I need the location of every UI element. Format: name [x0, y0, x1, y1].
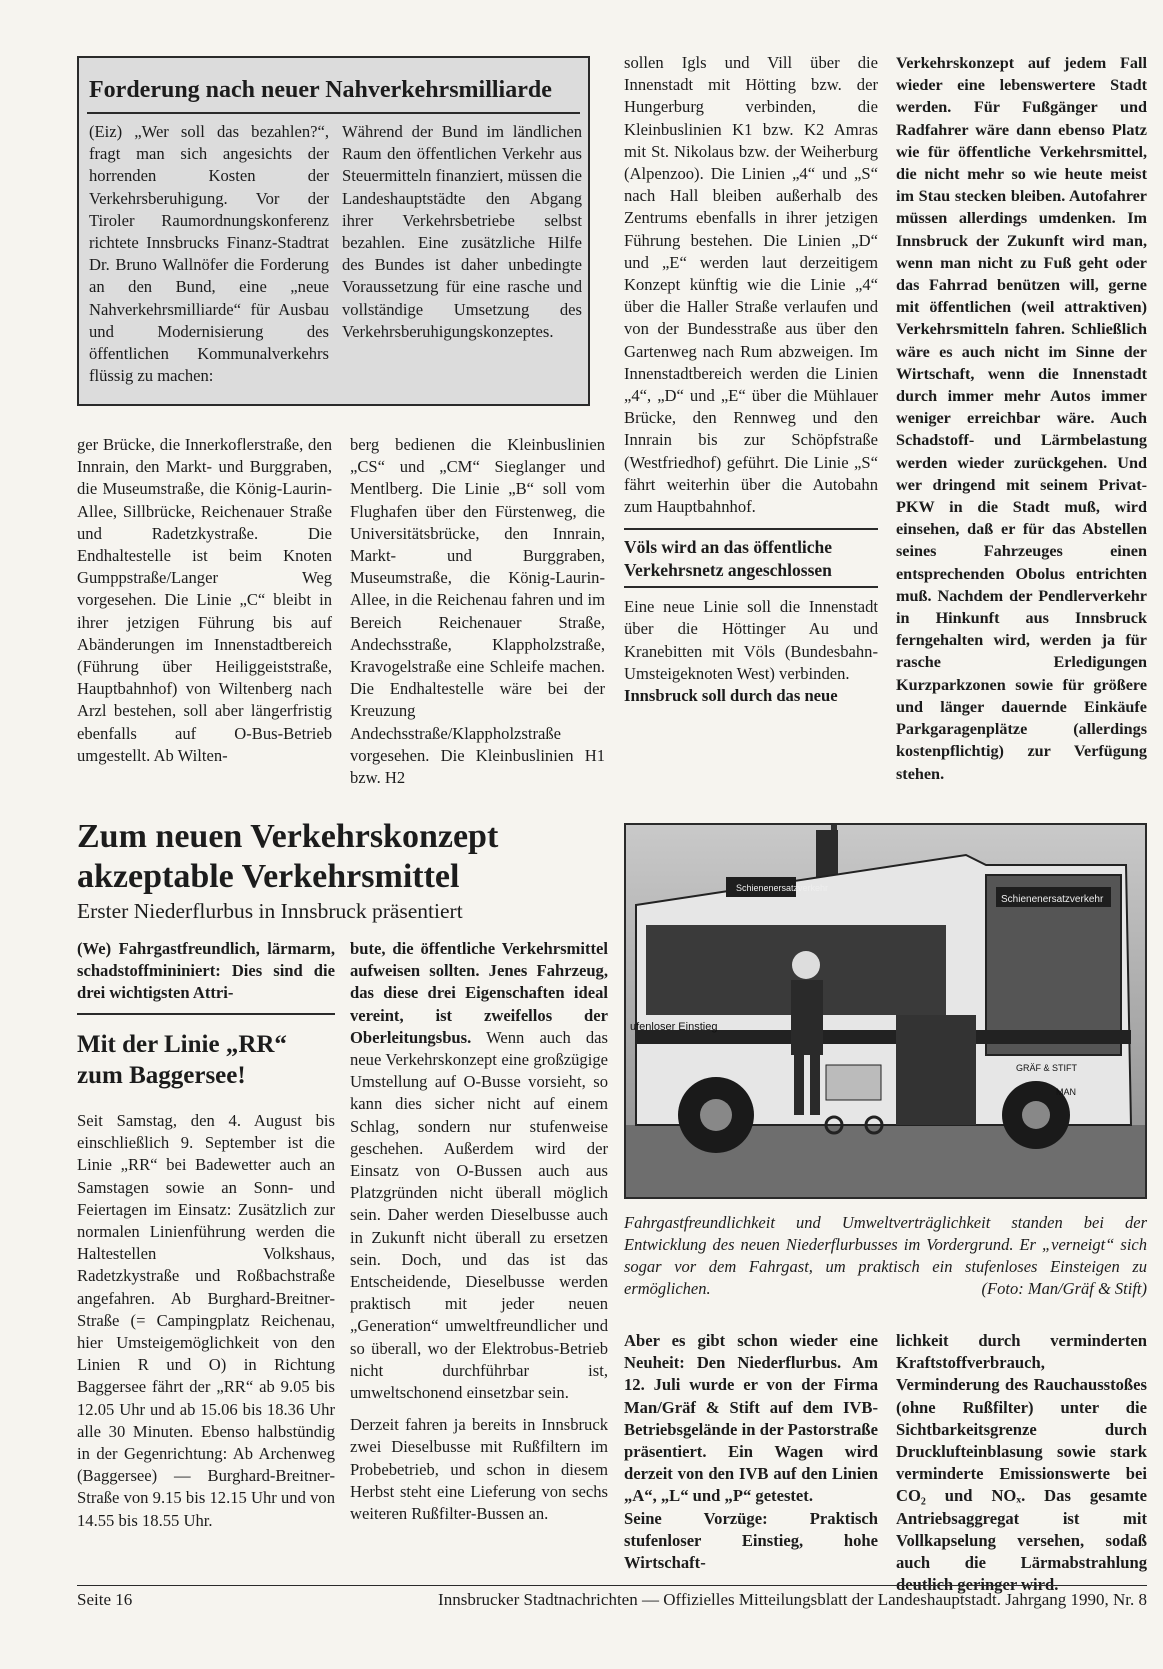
col3-paragraph-2: Seine Vorzüge: Praktisch stufenloser Einstieg, hohe Wirtschaft-: [624, 1508, 878, 1573]
bus-illustration: [626, 825, 1145, 1197]
top-col2-text: berg bedienen die Kleinbuslinien „CS“ und „CM“ Sieglanger und Mentlberg. Die Linie „B“ soll vom Flughafen über den Fürstenweg, die Universitätsbrücke, den Innrain, Markt- und Burggraben, Museumstraße, die König-Laurin-Allee, in die Reichenau fahren und im Bereich Reichenauer Straße, Andechsstraße, Klappholzstraße, Kravogelstraße eine Schleife machen. Die Endhaltestelle wäre bei der Kreuzung Andechsstraße/Klappholzstraße vorgesehen. Die Kleinbuslinien H1 bzw. H2: [350, 435, 605, 788]
bus-sign-front: Schienenersatzverkehr: [1001, 894, 1104, 905]
sidebar-headline: Mit der Linie „RR“ zum Baggersee!: [77, 1031, 287, 1089]
box-title: Forderung nach neuer Nahverkehrsmilliarde: [89, 77, 552, 103]
sidebar-rule: [77, 1013, 335, 1015]
top-col3-bold-lead: Innsbruck soll durch das neue: [624, 686, 838, 706]
subhead-rule-top: [624, 528, 878, 530]
box-column-1: [89, 121, 329, 387]
caption-text: Fahrgastfreundlichkeit und Umweltverträglichkeit standen bei der Entwicklung des neuen Niederflurbusses im Vordergrund. Er „verneigt“ sich sogar vor dem Fahrgast, um praktisch ein stufenloses Einsteigen zu ermöglichen.: [624, 1213, 1147, 1298]
col4-text: lichkeit durch verminderten Kraftstoffverbrauch, Verminderung des Rauchausstoßes (ohne Rußfilter) unter die Sichtbarkeitsgrenze durch Drucklufteinblasung sowie stark verminderte Emissionswerte bei CO₂ und NOₓ. Das gesamte Antriebsaggregat ist mit Vollkapselung versehen, sodaß auch die Lärmabstrahlung deutlich geringer wird.: [896, 1331, 1147, 1595]
page-footer: [77, 1585, 1147, 1611]
bus-door-text: ufenloser Einstieg: [630, 1021, 718, 1033]
bus-sign-side: Schienenersatzverkehr: [736, 883, 829, 893]
page-number: Seite 16: [77, 1590, 133, 1609]
top-col3-paragraph-2: Eine neue Linie soll die Innenstadt über die Höttinger Au und Kranebitten mit Völs (Bundesbahn-Umsteigeknoten West) verbinden.: [624, 597, 878, 683]
col3-text: Aber es gibt schon wieder eine Neuheit: Den Niederflurbus. Am 12. Juli wurde er von der Firma Man/Gräf & Stift auf dem IVB-Betriebsgelände in der Pastorstraße präsentiert. Ein Wagen wird derzeit von den IVB auf den Linien „A“, „L“ und „P“ getestet.: [624, 1331, 878, 1506]
publication-info: Innsbrucker Stadtnachrichten — Offizielles Mitteilungsblatt der Landeshauptstadt. Jahrgang 1990, Nr. 8: [438, 1590, 1147, 1609]
top-column-3: [624, 52, 878, 707]
top-column-4: [896, 52, 1147, 785]
bus-brand-text: GRÄF & STIFT: [1016, 1063, 1078, 1073]
photo-credit: (Foto: Man/Gräf & Stift): [981, 1279, 1147, 1298]
lead-text: (We) Fahrgastfreundlich, lärmarm, schadstoffmininiert: Dies sind die drei wichtigsten Attri-: [77, 939, 335, 1003]
bus-photo: [624, 823, 1147, 1199]
headline-line-1: Zum neuen Verkehrskonzept: [77, 818, 499, 855]
sidebar-text: Seit Samstag, den 4. August bis einschließlich 9. September ist die Linie „RR“ bei Badewetter auch an Samstagen sowie an Sonn- und Feiertagen im Einsatz: Zusätzlich zur normalen Linienführung werden die Haltestellen Volkshaus, Radetzkystraße und Roßbachstraße angefahren. Ab Burghard-Breitner-Straße (= Campingplatz Reichenau, hier Umsteigemöglichkeit von den Linien R und O) in Richtung Baggersee fährt der „RR“ ab 9.05 bis 12.05 Uhr und ab 15.06 bis 18.36 Uhr alle 30 Minuten. Ebenso halbstündig in der Gegenrichtung: Ab Archenweg (Baggersee) — Burghard-Breitner-Straße von 9.15 bis 12.15 Uhr und von 14.55 bis 18.55 Uhr.: [77, 1111, 335, 1530]
col2-text: Wenn auch das neue Verkehrskonzept eine großzügige Umstellung auf O-Busse vorsieht, so kann dies sicher nicht auf einem Schlag, sondern nur stufenweise geschehen. Außerdem wird der Einsatz von O-Bussen auch aus Platzgründen nicht überall möglich sein. Daher werden Dieselbusse auch in Zukunft nicht überall zu ersetzen sein. Doch, und das ist das Entscheidende, Dieselbusse werden praktisch mit jeder neuen „Generation“ umweltfreundlicher und so überall, wo der Elektrobus-Betrieb nicht durchführbar ist, umweltschonend einsetzbar sein.: [350, 1027, 608, 1403]
bus-make-text: MAN: [1056, 1087, 1076, 1097]
section-subhead: Völs wird an das öffentliche Verkehrsnetz angeschlossen: [624, 537, 833, 581]
subhead-rule-bottom: [624, 586, 878, 588]
box-divider: [87, 112, 580, 114]
article-column-3: [624, 1330, 878, 1574]
col2-paragraph-2: Derzeit fahren ja bereits in Innsbruck zwei Dieselbusse mit Rußfiltern im Probebetrieb, und schon in diesem Herbst steht eine Lieferung von sechs weiteren Rußfilter-Bussen an.: [350, 1415, 608, 1524]
top-col4-text: Verkehrskonzept auf jedem Fall wieder eine lebenswertere Stadt werden. Für Fußgänger und Radfahrer wäre dann ebenso Platz wie für öffentliche Verkehrsmittel, die nicht mehr so wie heute meist im Stau stecken bleiben. Autofahrer müssen allerdings umdenken. Im Innsbruck der Zukunft wird man, wenn man nicht zu Fuß geht oder das Fahrrad benützen will, gerne mit öffentlichen (weil attraktiven) Verkehrsmitteln fahren. Schließlich wäre es auch nicht im Sinne der Wirtschaft, wenn die Innenstadt durch immer mehr Autos immer weniger erreichbar wäre. Auch Schadstoff- und Lärmbelastung werden wieder zurückgehen. Und wer dringend mit seinem Privat-PKW in die Stadt muß, wird einsehen, daß er für das Abstellen seines Fahrzeuges einen entsprechenden Obolus entrichten muß. Nachdem der Pendlerverkehr in Hinkunft aus Innsbruck ferngehalten wird, werden ja für rasche Erledigungen Kurzparkzonen sowie für größere und länger dauernde Einkäufe Parkgaragenplätze (allerdings kostenpflichtig) zur Verfügung stehen.: [896, 54, 1147, 783]
col2-bold-lead: bute, die öffentliche Verkehrsmittel aufweisen sollten. Jenes Fahrzeug, das diese drei Eigenschaften ideal vereint, ist zweifellos der Oberleitungsbus.: [350, 939, 608, 1047]
top-col1-text: ger Brücke, die Innerkoflerstraße, den Innrain, den Markt- und Burggraben, die Museumstraße, die König-Laurin-Allee, Sillbrücke, Reichenauer Straße und Radetzkystraße. Die Endhaltestelle ist beim Knoten Gumppstraße/Langer Weg vorgesehen. Die Linie „C“ bleibt in ihrer jetzigen Führung bis auf Abänderungen im Innenstadtbereich (Führung über Heiliggeiststraße, Hauptbahnhof) von Wiltenberg nach Arzl bestehen, soll aber längerfristig ebenfalls auf O-Bus-Betrieb umgestellt. Ab Wilten-: [77, 435, 332, 765]
headline-line-2: akzeptable Verkehrsmittel: [77, 858, 460, 895]
article-column-4: [896, 1330, 1147, 1596]
article-lead: [77, 938, 335, 1005]
info-box: [77, 56, 590, 406]
top-col3-text: sollen Igls und Vill über die Innenstadt mit Hötting bzw. der Hungerburg verbinden, die Kleinbuslinien K1 bzw. K2 Amras mit St. Nikolaus bzw. der Weiherburg (Alpenzoo). Die Linien „4“ und „S“ nach Hall bleiben außerhalb des Zentrums ebenfalls in ihrer jetzigen Führung bestehen. Die Linien „D“ und „E“ werden laut derzeitigem Konzept künftig wie die Linie „4“ über die Haller Straße verlaufen und von der Bundesstraße aus über den Gartenweg nach Rum abzweigen. Im Innenstadtbereich werden die Linien „4“, „D“ und „E“ über die Mühlauer Brücke, den Rennweg und den Innrain bis zur Schöpfstraße (Westfriedhof) geführt. Die Linie „S“ fährt weiterhin über die Autobahn zum Hauptbahnhof.: [624, 53, 878, 517]
top-column-2: [350, 434, 605, 789]
box-column-2: [342, 121, 582, 343]
photo-caption: [624, 1212, 1147, 1300]
top-column-1: [77, 434, 332, 767]
article-column-2: [350, 938, 608, 1525]
article-headline: [77, 817, 498, 897]
box-col1-text: (Eiz) „Wer soll das bezahlen?“, fragt man sich angesichts der horrenden Kosten der Verkehrsberuhigung. Vor der Tiroler Raumordnungskonferenz richtete Innsbrucks Finanz-Stadtrat Dr. Bruno Wallnöfer die Forderung an den Bund, eine „neue Nahverkehrsmilliarde“ für Ausbau und Modernisierung des öffentlichen Kommunalverkehrs flüssig zu machen:: [89, 122, 329, 386]
sidebar-body: [77, 1110, 335, 1532]
article-subtitle: Erster Niederflurbus in Innsbruck präsentiert: [77, 899, 463, 923]
box-col2-text: Während der Bund im ländlichen Raum den öffentlichen Verkehr aus Steuermitteln finanziert, müssen die Landeshauptstädte den Abgang ihrer Verkehrsbetriebe selbst bezahlen. Eine zusätzliche Hilfe des Bundes ist daher unbedingte Voraussetzung für eine rasche und vollständige Umsetzung des Verkehrsberuhigungskonzeptes.: [342, 122, 582, 341]
